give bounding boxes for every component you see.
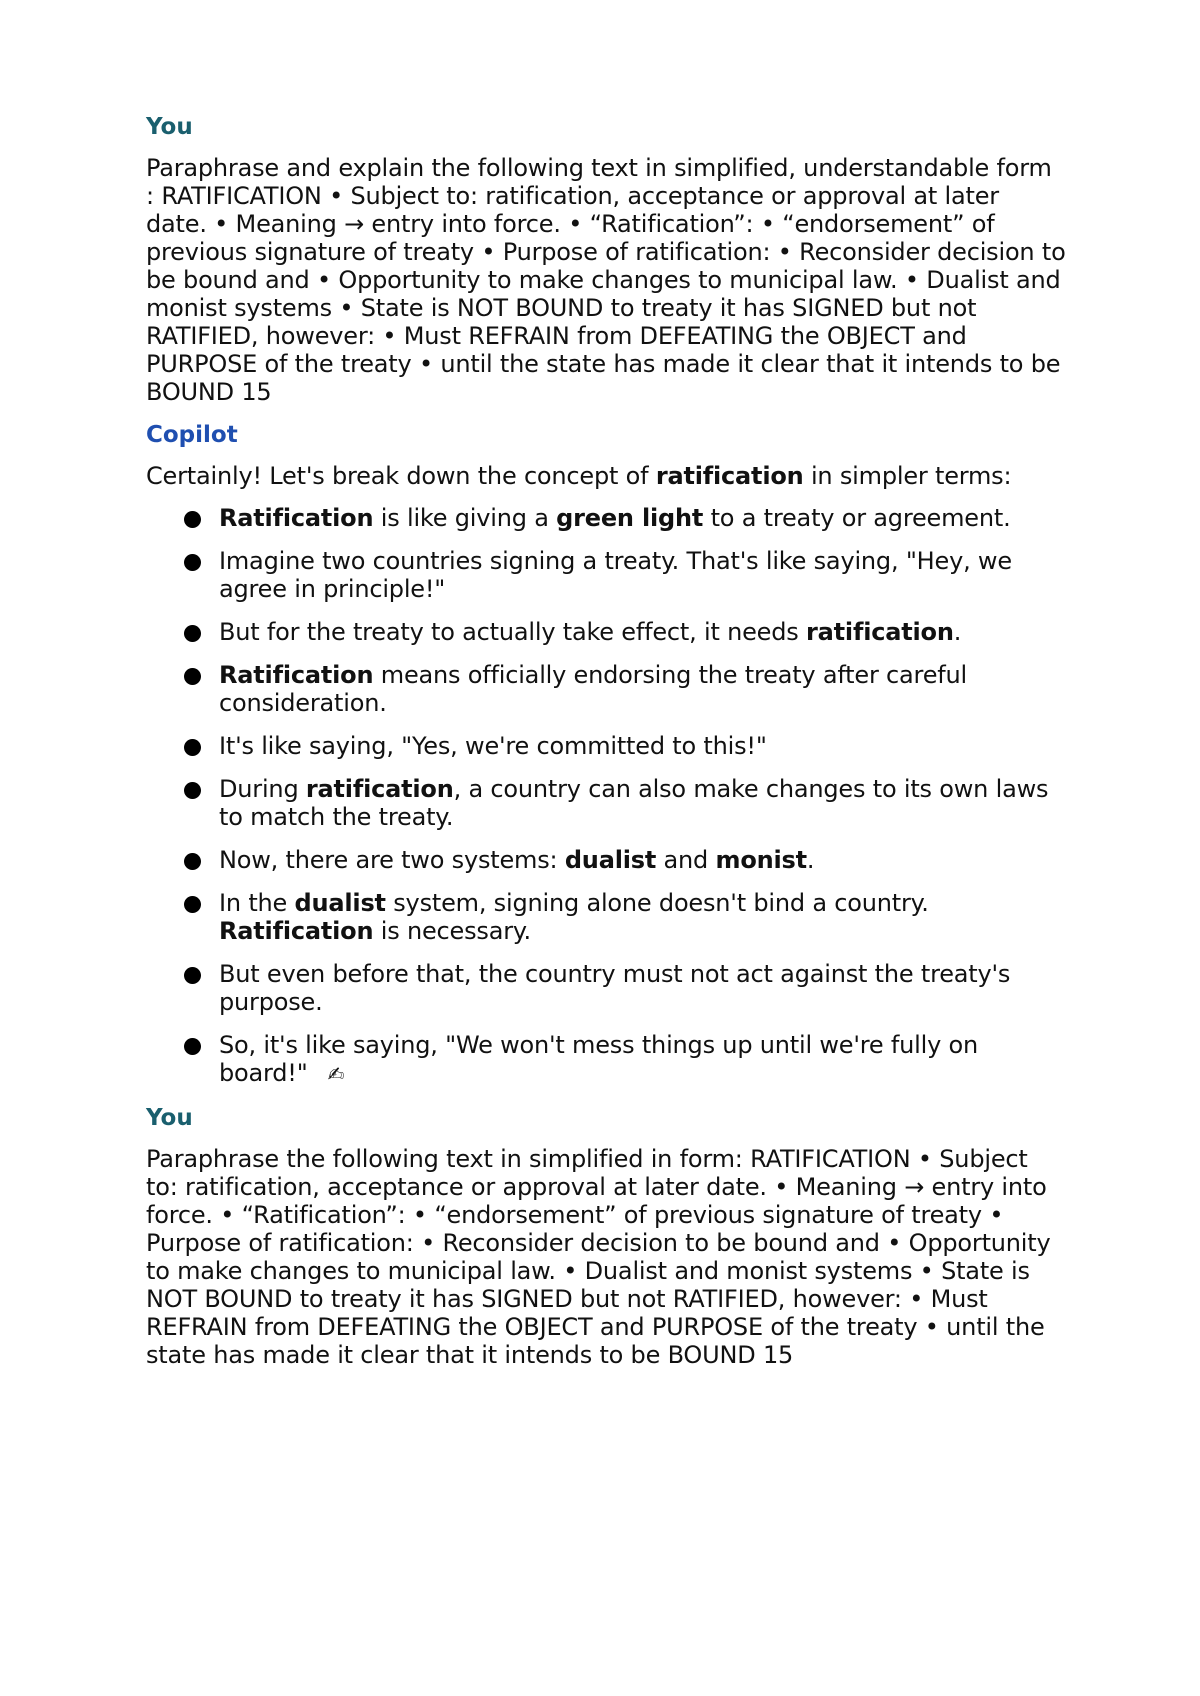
bullet-dot-icon bbox=[184, 554, 201, 571]
list-item: So, it's like saying, "We won't mess things up until we're fully on board!" ✍ bbox=[146, 1031, 1066, 1088]
list-item: But even before that, the country must not act against the treaty's purpose. bbox=[146, 960, 1066, 1016]
copilot-bullet-list bbox=[146, 504, 1066, 1088]
speaker-label-copilot: Copilot bbox=[146, 422, 238, 448]
bullet-dot-icon bbox=[184, 625, 201, 642]
bullet-dot-icon bbox=[184, 967, 201, 984]
list-item: But for the treaty to actually take effect, it needs ratification. bbox=[146, 618, 1066, 646]
list-item: In the dualist system, signing alone doesn't bind a country. Ratification is necessary. bbox=[146, 889, 1066, 945]
user-message: Paraphrase the following text in simplified in form: RATIFICATION • Subject to: ratification, acceptance or approval at later date. • Meaning → entry into force. • “Ratification”: • “endorsement” of previous signature of treaty • Purpose of ratification: • Reconsider decision to be bound and • Opportunity to make changes to municipal law. • Dualist and monist systems • State is NOT BOUND to treaty it has SIGNED but not RATIFIED, however: • Must REFRAIN from DEFEATING the OBJECT and PURPOSE of the treaty • until the state has made it clear that it intends to be BOUND 15 bbox=[146, 1145, 1051, 1369]
user-message: Paraphrase and explain the following text in simplified, understandable form : RATIFICATION • Subject to: ratification, acceptance or approval at later date. • Meaning → entry into force. • “Ratification”: • “endorsement” of previous signature of treaty • Purpose of ratification: • Reconsider decision to be bound and • Opportunity to make changes to municipal law. • Dualist and monist systems • State is NOT BOUND to treaty it has SIGNED but not RATIFIED, however: • Must REFRAIN from DEFEATING the OBJECT and PURPOSE of the treaty • until the state has made it clear that it intends to be BOUND 15 bbox=[146, 154, 1066, 406]
speaker-label-you: You bbox=[146, 1105, 193, 1131]
list-item: Imagine two countries signing a treaty. That's like saying, "Hey, we agree in principle!" bbox=[146, 547, 1066, 603]
list-item: Ratification means officially endorsing the treaty after careful consideration. bbox=[146, 661, 1066, 717]
list-item: Now, there are two systems: dualist and monist. bbox=[146, 846, 1066, 874]
bullet-dot-icon bbox=[184, 739, 201, 756]
bullet-dot-icon bbox=[184, 782, 201, 799]
bullet-dot-icon bbox=[184, 853, 201, 870]
bullet-dot-icon bbox=[184, 1038, 201, 1055]
list-item: It's like saying, "Yes, we're committed to this!" bbox=[146, 732, 1066, 760]
bullet-dot-icon bbox=[184, 511, 201, 528]
writing-hand-icon: ✍ bbox=[327, 1062, 345, 1086]
copilot-intro: Certainly! Let's break down the concept of ratification in simpler terms: bbox=[146, 462, 1012, 490]
list-item: During ratification, a country can also make changes to its own laws to match the treaty. bbox=[146, 775, 1066, 831]
conversation bbox=[146, 112, 1066, 1383]
bullet-dot-icon bbox=[184, 896, 201, 913]
bullet-dot-icon bbox=[184, 668, 201, 685]
list-item: Ratification is like giving a green light to a treaty or agreement. bbox=[146, 504, 1066, 532]
speaker-label-you: You bbox=[146, 114, 193, 140]
